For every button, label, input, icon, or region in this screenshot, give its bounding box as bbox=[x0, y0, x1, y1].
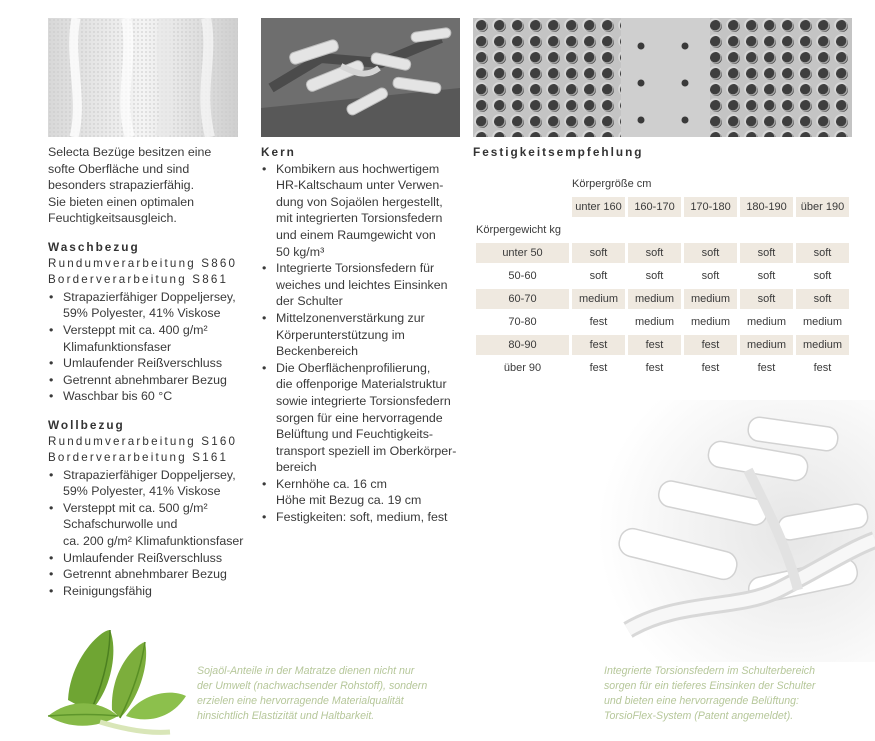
intro-line: Feuchtigkeitsausgleich. bbox=[48, 211, 177, 226]
table-cell: soft bbox=[645, 269, 664, 282]
column-header: über 190 bbox=[796, 197, 849, 217]
intro-line: Selecta Bezüge besitzen eine bbox=[48, 145, 212, 159]
kern-heading: Kern bbox=[261, 145, 296, 159]
table-row bbox=[476, 312, 849, 332]
festigkeit-heading: Festigkeitsempfehlung bbox=[473, 145, 644, 159]
list-item: • Umlaufender Reißverschluss bbox=[48, 355, 258, 372]
table-cell: soft bbox=[589, 269, 608, 282]
table-cell: medium bbox=[572, 289, 625, 309]
table-cell: medium bbox=[796, 335, 849, 355]
table-cell: fest bbox=[701, 361, 720, 374]
intro-line: Sie bieten einen optimalen bbox=[48, 194, 195, 209]
table-cell: fest bbox=[757, 361, 776, 374]
table-row bbox=[476, 335, 849, 355]
list-item: • Reinigungsfähig bbox=[48, 583, 258, 600]
table-cell: soft bbox=[684, 243, 737, 263]
table-cell: fest bbox=[813, 361, 832, 374]
waschbezug-list bbox=[48, 289, 258, 405]
basil-leaf-photo bbox=[40, 620, 200, 741]
row-label: 50-60 bbox=[508, 269, 537, 282]
caption-right: Integrierte Torsionsfedern im Schulterbereich sorgen für ein tieferes Einsinken der Schulter und bieten eine hervorragende Belüftung: TorsioFlex-System (Patent angemeldet). bbox=[604, 665, 816, 722]
column-header: unter 160 bbox=[572, 197, 625, 217]
list-item: • Mittelzonenverstärkung zur Körperunterstützung im Beckenbereich bbox=[261, 310, 466, 360]
list-item: • Strapazierfähiger Doppeljersey, 59% Polyester, 41% Viskose bbox=[48, 289, 258, 322]
table-row bbox=[476, 358, 849, 378]
table-cell: soft bbox=[740, 243, 793, 263]
firmness-table bbox=[473, 171, 852, 381]
list-item: • Kernhöhe ca. 16 cm Höhe mit Bezug ca. 19 cm bbox=[261, 476, 466, 509]
row-label: 70-80 bbox=[508, 315, 537, 328]
table-cell: medium bbox=[634, 315, 675, 328]
kern-column bbox=[261, 144, 466, 526]
list-item: • Waschbar bis 60 °C bbox=[48, 388, 258, 405]
table-cell: fest bbox=[589, 361, 608, 374]
table-cell: medium bbox=[746, 315, 787, 328]
list-item: • Getrennt abnehmbarer Bezug bbox=[48, 372, 258, 389]
wollbezug-sub2: Borderverarbeitung S161 bbox=[48, 451, 229, 465]
torsion-spring-photo bbox=[261, 18, 460, 137]
column-header: 170-180 bbox=[684, 197, 737, 217]
table-cell: soft bbox=[701, 269, 720, 282]
torsion-spring-large-photo bbox=[598, 400, 875, 662]
list-item: • Versteppt mit ca. 500 g/m² Schafschurwolle und ca. 200 g/m² Klimafunktionsfaser bbox=[48, 500, 258, 550]
wollbezug-sub1: Rundumverarbeitung S160 bbox=[48, 434, 238, 448]
table-cell: soft bbox=[813, 269, 832, 282]
table-cell: medium bbox=[628, 289, 681, 309]
row-label: über 90 bbox=[503, 361, 542, 374]
row-label: 60-70 bbox=[476, 289, 569, 309]
waschbezug-sub1: Rundumverarbeitung S860 bbox=[48, 256, 238, 270]
table-cell: fest bbox=[628, 335, 681, 355]
waschbezug-sub2: Borderverarbeitung S861 bbox=[48, 273, 229, 287]
table-cell: fest bbox=[645, 361, 664, 374]
table-cell: medium bbox=[690, 315, 731, 328]
covers-column bbox=[48, 144, 258, 599]
table-cell: medium bbox=[740, 335, 793, 355]
list-item: • Umlaufender Reißverschluss bbox=[48, 550, 258, 567]
row-label: unter 50 bbox=[476, 243, 569, 263]
weight-label: Körpergewicht kg bbox=[476, 223, 561, 236]
table-cell: fest bbox=[684, 335, 737, 355]
kern-list bbox=[261, 161, 466, 526]
table-row bbox=[476, 243, 849, 263]
wollbezug-list bbox=[48, 467, 258, 600]
height-label: Körpergröße cm bbox=[572, 177, 652, 190]
wollbezug-heading: Wollbezug bbox=[48, 417, 125, 432]
list-item: • Strapazierfähiger Doppeljersey, 59% Polyester, 41% Viskose bbox=[48, 467, 258, 500]
table-row bbox=[476, 289, 849, 309]
table-cell: fest bbox=[572, 335, 625, 355]
list-item: • Kombikern aus hochwertigem HR-Kaltschaum unter Verwen- dung von Sojaölen hergestellt, mit integrierten Torsionsfedern und einem Raumgewicht von 50 kg/m³ bbox=[261, 161, 466, 261]
row-label: 80-90 bbox=[476, 335, 569, 355]
fabric-texture-photo bbox=[48, 18, 238, 137]
column-header: 160-170 bbox=[628, 197, 681, 217]
table-cell: fest bbox=[589, 315, 608, 328]
intro-line: softe Oberfläche und sind bbox=[48, 161, 190, 176]
table-cell: soft bbox=[757, 269, 776, 282]
table-cell: soft bbox=[740, 289, 793, 309]
list-item: • Versteppt mit ca. 400 g/m² Klimafunktionsfaser bbox=[48, 322, 258, 355]
intro-line: besonders strapazierfähig. bbox=[48, 178, 195, 193]
table-row bbox=[476, 266, 849, 286]
table-cell: soft bbox=[796, 243, 849, 263]
table-cell: medium bbox=[802, 315, 843, 328]
waschbezug-heading: Waschbezug bbox=[48, 239, 140, 254]
list-item: • Die Oberflächenprofilierung, die offenporige Materialstruktur sowie integrierte Torsionsfedern sorgen für eine hervorragende Belüftung und Feuchtigkeits- transport speziell im Oberkörper- bereich bbox=[261, 360, 466, 476]
table-cell: medium bbox=[684, 289, 737, 309]
caption-left: Sojaöl-Anteile in der Matratze dienen nicht nur der Umwelt (nachwachsender Rohstoff), sondern erzielen eine hervorragende Materialqualität hinsichtlich Elastizität und Haltbarkeit. bbox=[197, 665, 428, 722]
list-item: • Festigkeiten: soft, medium, fest bbox=[261, 509, 466, 526]
table-cell: soft bbox=[572, 243, 625, 263]
column-header: 180-190 bbox=[740, 197, 793, 217]
list-item: • Integrierte Torsionsfedern für weiches und leichtes Einsinken der Schulter bbox=[261, 260, 466, 310]
foam-structure-photo bbox=[473, 18, 852, 137]
table-cell: soft bbox=[628, 243, 681, 263]
table-cell: soft bbox=[796, 289, 849, 309]
list-item: • Getrennt abnehmbarer Bezug bbox=[48, 566, 258, 583]
